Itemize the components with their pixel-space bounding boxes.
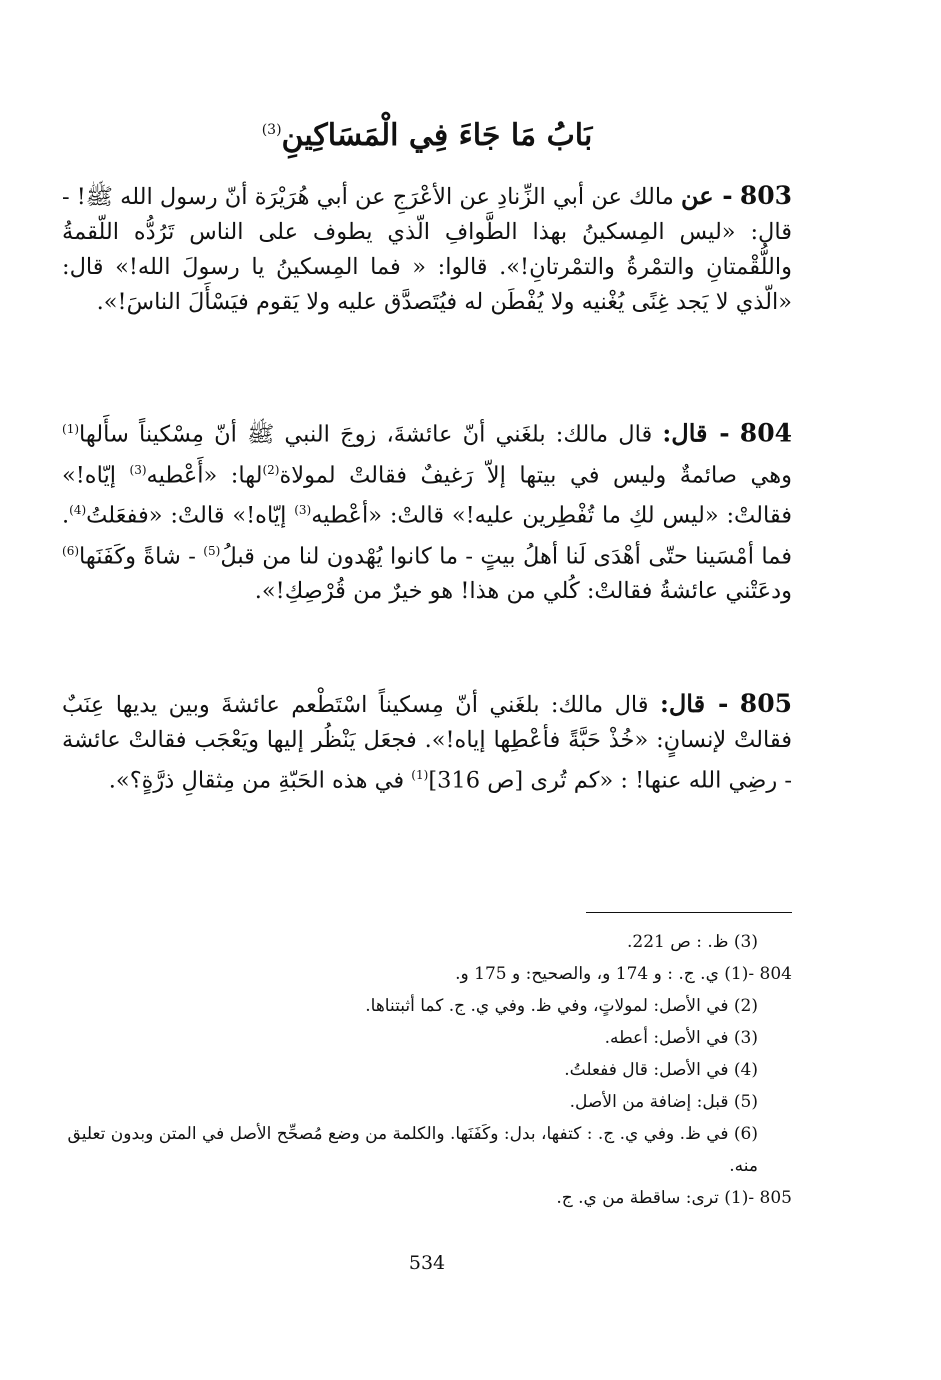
footnote-ref: (1): [411, 768, 429, 782]
footnote: [62, 1054, 792, 1086]
hadith-number: 804: [739, 418, 792, 448]
hadith-number: 803: [739, 181, 792, 210]
hadith-text: وهي صائمةٌ وليس في بيتها إلاّ رَغيفٌ فقالتْ لمولاة: [279, 462, 792, 488]
chapter-title-text: بَابُ مَا جَاءَ فِي الْمَسَاكِينِ: [281, 118, 593, 153]
footnote-ref: (3): [294, 503, 312, 517]
footnote-text: (1) ي. ج. : و 174 و، والصحيح: و 175 و.: [455, 964, 749, 984]
hadith-text: ودعَتْني عائشةُ فقالتْ: كُلي من هذا! هو خيرٌ من قُرْصِكِ!».: [254, 578, 792, 604]
hadith-text: في هذه الحَبّةِ من مِثقالِ ذرَّةٍ؟».: [108, 767, 405, 794]
footnote-divider: [586, 912, 792, 913]
hadith-803: 803 - عن مالك عن أبي الزِّنادِ عن الأعْرَجِ عن أبي هُرَيْرَة أنّ رسول الله ﷺ! - قال: «ليس المِسكينُ بهذا الطَّوافِ الّذي يطوف على الناس تَرُدُّه اللّقمةُ واللُّقْمتانِ والتمْرةُ والتمْرتانِ!». قالوا: « فما المِسكينُ يا رسولَ الله!» قال: «الّذي لا يَجد غِنًى يُغْنيه ولا يُفْطَن له فيُتَصدَّق عليه ولا يَقوم فيَسْأَلَ الناسَ!».: [62, 181, 792, 315]
footnote: [62, 1182, 792, 1214]
hadith-text: لها: «أَعْطيه: [146, 462, 263, 488]
footnote: [62, 1118, 792, 1182]
footnote: [62, 1022, 792, 1054]
footnote-text: (3) ظ. : ص 221.: [627, 932, 758, 952]
page: [62, 0, 792, 1380]
footnote: [62, 1086, 792, 1118]
page-number: 534: [408, 1252, 446, 1274]
footnotes: [62, 926, 792, 1214]
footnote-ref: (2): [262, 462, 280, 477]
footnote: [62, 990, 792, 1022]
chapter-title: [62, 118, 792, 153]
footnote-ref: (6): [62, 543, 80, 558]
footnote-text: (6) في ظ. وفي ي. ج. : كتفها، بدل: وكَفَنَها. والكلمة من وضع مُصحِّح الأصل في المتن وبدون تعليق منه.: [67, 1124, 758, 1176]
footnote-ref: (4): [69, 503, 87, 517]
footnote-prefix: 805 -: [748, 1188, 792, 1208]
footnote-text: (3) في الأصل: أعطه.: [604, 1028, 758, 1048]
footnote-ref: (3): [129, 462, 147, 477]
footnote-ref: (3): [261, 122, 282, 138]
footnote-text: (5) قبل: إضافة من الأصل.: [569, 1092, 758, 1112]
footnote-ref: (1): [62, 422, 80, 436]
footnote: [62, 926, 792, 958]
hadith-text: إيّاه!» قالتْ: «ففعَلتُ: [86, 502, 287, 529]
footnote-text: (2) في الأصل: لمولاتٍ، وفي ظ. وفي ي. ج. كما أثبتناها.: [365, 996, 758, 1016]
hadith-lead: قال:: [662, 418, 708, 448]
hadith-text: - شاةً وكَفَنَها: [79, 543, 196, 569]
footnote-text: (1) ترى: ساقطة من ي. ج.: [556, 1188, 749, 1208]
hadith-lead: قال:: [659, 689, 706, 718]
hadith-lead: عن: [680, 181, 714, 210]
hadith-text: مالك عن أبي الزِّنادِ عن الأعْرَجِ عن أبي هُرَيْرَة أنّ رسول الله ﷺ! - قال: «ليس المِسكينُ بهذا الطَّوافِ الّذي يطوف على الناس تَرُدُّه اللّقمةُ واللُّقْمتانِ والتمْرةُ والتمْرتانِ!». قالوا: « فما المِسكينُ يا رسولَ الله!» قال: «الّذي لا يَجد غِنًى يُغْنيه ولا يُفْطَن له فيُتَصدَّق عليه ولا يَقوم فيَسْأَلَ الناسَ!».: [62, 184, 792, 315]
hadith-text: إيّاه!» فقالتْ: «ليس لكِ ما تُفْطِرين عليه!» قالتْ: «أعْطيه: [62, 462, 792, 529]
footnote: [62, 958, 792, 990]
footnote-ref: (5): [203, 543, 221, 558]
hadith-text: . فما أمْسَينا حتّى أهْدَى لَنا أهلُ بيتٍ - ما كانوا يُهْدون لنا من قبلُ: [62, 502, 792, 569]
hadith-804: 804 - قال: قال مالك: بلغَني أنّ عائشةَ، زوجَ النبي ﷺ أنّ مِسْكيناً سأَلها$^{(1)}$ وهي صائمةٌ وليس في بيتها إلاّ رَغيفٌ فقالتْ لمولاة$^{(2)}$لها: «أَعْطيه$^{(3)}$ إيّاه!» فقالتْ: «ليس لكِ ما تُفْطِرين عليه!» قالتْ: «أعْطيه$^{(3)}$ إيّاه!» قالتْ: «ففعَلتُ$^{(4)}$. فما أمْسَينا حتّى أهْدَى لَنا أهلُ بيتٍ - ما كانوا يُهْدون لنا من قبلُ$^{(5)}$ - شاةً وكَفَنَها$^{(6)}$ ودعَتْني عائشةُ فقالتْ: كُلي من هذا! هو خيرٌ من قُرْصِكِ!».: [62, 418, 792, 604]
footnote-text: (4) في الأصل: قال ففعلتُ.: [564, 1060, 758, 1080]
hadith-text: قال مالك: بلغَني أنّ مِسكيناً اسْتَطْعم عائشةَ وبين يديها عِنَبٌ فقالتْ لإنسانٍ: «خُذْ حَبَّةً فأعْطِها إياه!». فجعَل يَنْظُر إليها ويَعْجَب فقالتْ عائشة - رضِي الله عنها! : «كم تُرى [ص 316]: [62, 692, 792, 794]
hadith-number: 805: [739, 689, 792, 718]
footnote-prefix: 804 -: [748, 964, 792, 984]
hadith-805: 805 - قال: قال مالك: بلغَني أنّ مِسكيناً اسْتَطْعم عائشةَ وبين يديها عِنَبٌ فقالتْ لإنسانٍ: «خُذْ حَبَّةً فأعْطِها إياه!». فجعَل يَنْظُر إليها ويَعْجَب فقالتْ عائشة - رضِي الله عنها! : «كم تُرى [ص 316]$^{(1)}$ في هذه الحَبّةِ من مِثقالِ ذرَّةٍ؟».: [62, 689, 792, 794]
hadith-text: قال مالك: بلغَني أنّ عائشةَ، زوجَ النبي ﷺ أنّ مِسْكيناً سأَلها: [79, 421, 653, 448]
